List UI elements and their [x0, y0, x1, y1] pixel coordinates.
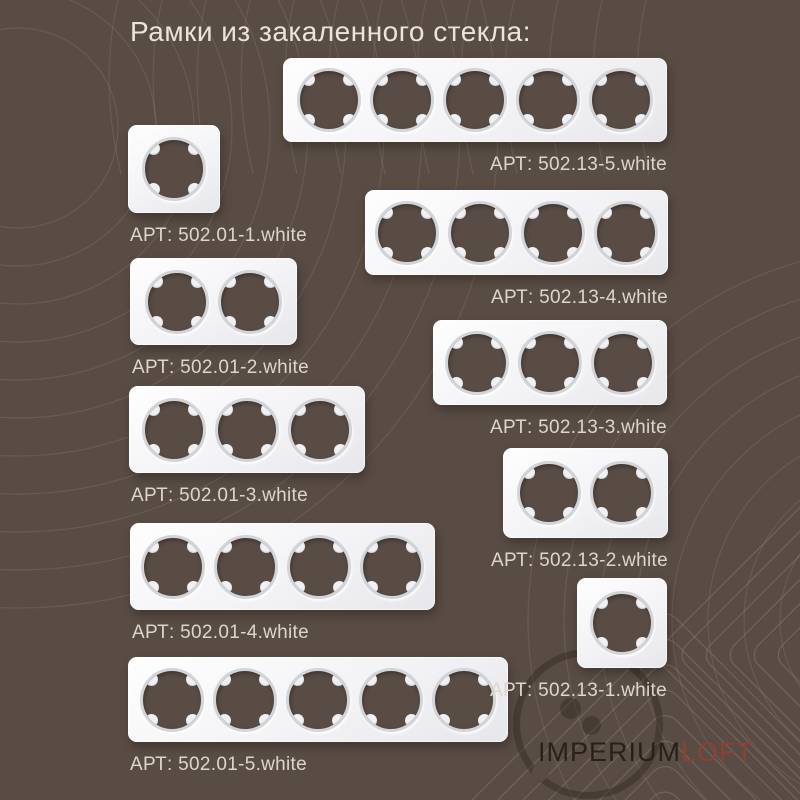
mount-tab — [260, 581, 273, 594]
mount-tab — [448, 114, 461, 127]
mount-tab — [567, 247, 580, 260]
mount-tab — [219, 581, 232, 594]
mount-tab — [522, 466, 535, 479]
mount-tab — [223, 275, 236, 288]
mount-tab — [259, 673, 272, 686]
mount-tab — [365, 581, 378, 594]
mount-tab — [594, 73, 607, 86]
socket-opening — [370, 68, 434, 132]
mount-tab — [150, 316, 163, 329]
mount-tab — [521, 114, 534, 127]
mount-tab — [343, 73, 356, 86]
mount-tab — [147, 142, 160, 155]
mount-tab — [187, 581, 200, 594]
mount-tab — [596, 336, 609, 349]
socket-opening — [359, 668, 423, 732]
article-label: АРТ: 502.13-5.white — [490, 154, 667, 175]
socket-opening — [445, 331, 509, 395]
mount-tab — [375, 114, 388, 127]
mount-tab — [563, 507, 576, 520]
mount-tab — [562, 73, 575, 86]
mount-tab — [421, 247, 434, 260]
mount-tab — [292, 581, 305, 594]
product-frame-4gang — [130, 523, 435, 610]
mount-tab — [595, 466, 608, 479]
socket-opening — [590, 461, 654, 525]
brand-logo-loft: LOFT — [681, 737, 755, 767]
mount-tab — [564, 336, 577, 349]
mount-tab — [302, 73, 315, 86]
mount-tab — [188, 444, 201, 457]
mount-tab — [150, 275, 163, 288]
socket-opening — [218, 270, 282, 334]
mount-tab — [264, 316, 277, 329]
article-label: АРТ: 502.13-1.white — [490, 680, 667, 701]
mount-tab — [448, 73, 461, 86]
mount-tab — [186, 714, 199, 727]
mount-tab — [375, 73, 388, 86]
socket-opening — [142, 398, 206, 462]
mount-tab — [291, 673, 304, 686]
article-label: АРТ: 502.01-4.white — [132, 622, 309, 643]
mount-tab — [261, 403, 274, 416]
socket-opening — [589, 68, 653, 132]
mount-tab — [450, 377, 463, 390]
mount-tab — [494, 206, 507, 219]
mount-tab — [599, 206, 612, 219]
mount-tab — [191, 316, 204, 329]
mount-tab — [147, 403, 160, 416]
mount-tab — [596, 377, 609, 390]
mount-tab — [220, 403, 233, 416]
mount-tab — [526, 206, 539, 219]
mount-tab — [364, 673, 377, 686]
mount-tab — [562, 114, 575, 127]
mount-tab — [218, 714, 231, 727]
mount-tab — [147, 444, 160, 457]
socket-opening — [517, 461, 581, 525]
mount-tab — [186, 673, 199, 686]
mount-tab — [145, 714, 158, 727]
mount-tab — [489, 114, 502, 127]
mount-tab — [191, 275, 204, 288]
mount-tab — [637, 336, 650, 349]
mount-tab — [334, 444, 347, 457]
product-frame-3gang — [129, 386, 365, 473]
mount-tab — [302, 114, 315, 127]
mount-tab — [406, 540, 419, 553]
watermark-pin-hole — [582, 716, 601, 735]
page-title: Рамки из закаленного стекла: — [130, 16, 532, 47]
mount-tab — [437, 714, 450, 727]
mount-tab — [220, 444, 233, 457]
mount-tab — [523, 336, 536, 349]
mount-tab — [636, 637, 649, 650]
article-label: АРТ: 502.01-1.white — [130, 225, 307, 246]
product-frame-3gang — [433, 320, 667, 405]
mount-tab — [453, 247, 466, 260]
mount-tab — [223, 316, 236, 329]
mount-tab — [491, 336, 504, 349]
socket-opening — [145, 270, 209, 334]
socket-opening — [518, 331, 582, 395]
mount-tab — [364, 714, 377, 727]
mount-tab — [146, 581, 159, 594]
article-label: АРТ: 502.13-4.white — [491, 287, 668, 308]
brand-logo-imperium: IMPERIUM — [538, 737, 681, 767]
socket-opening — [213, 668, 277, 732]
socket-opening — [594, 201, 658, 265]
mount-tab — [564, 377, 577, 390]
mount-tab — [405, 714, 418, 727]
mount-tab — [478, 714, 491, 727]
socket-opening — [360, 535, 424, 599]
socket-opening — [286, 668, 350, 732]
mount-tab — [293, 444, 306, 457]
mount-tab — [453, 206, 466, 219]
mount-tab — [636, 507, 649, 520]
mount-tab — [343, 114, 356, 127]
mount-tab — [421, 206, 434, 219]
mount-tab — [292, 540, 305, 553]
mount-tab — [489, 73, 502, 86]
mount-tab — [146, 540, 159, 553]
mount-tab — [563, 466, 576, 479]
mount-tab — [405, 673, 418, 686]
mount-tab — [416, 114, 429, 127]
mount-tab — [437, 673, 450, 686]
product-frame-4gang — [365, 190, 668, 275]
socket-opening — [590, 591, 654, 655]
product-frame-5gang — [128, 657, 508, 742]
mount-tab — [640, 247, 653, 260]
mount-tab — [636, 466, 649, 479]
socket-opening — [288, 398, 352, 462]
product-frame-5gang — [283, 58, 667, 142]
socket-opening — [287, 535, 351, 599]
mount-tab — [187, 540, 200, 553]
mount-tab — [218, 673, 231, 686]
mount-tab — [491, 377, 504, 390]
socket-opening — [215, 398, 279, 462]
mount-tab — [188, 403, 201, 416]
mount-tab — [332, 673, 345, 686]
mount-tab — [219, 540, 232, 553]
mount-tab — [595, 637, 608, 650]
mount-tab — [261, 444, 274, 457]
brand-logo — [538, 737, 754, 768]
product-frame-1gang — [577, 578, 667, 668]
mount-tab — [521, 73, 534, 86]
mount-tab — [406, 581, 419, 594]
mount-tab — [526, 247, 539, 260]
socket-watermark-icon — [513, 649, 663, 799]
socket-opening — [591, 331, 655, 395]
mount-tab — [595, 596, 608, 609]
mount-tab — [264, 275, 277, 288]
mount-tab — [188, 142, 201, 155]
mount-tab — [594, 114, 607, 127]
socket-opening — [214, 535, 278, 599]
mount-tab — [637, 377, 650, 390]
article-label: АРТ: 502.13-3.white — [490, 417, 667, 438]
socket-opening — [432, 668, 496, 732]
mount-tab — [188, 183, 201, 196]
socket-opening — [142, 137, 206, 201]
mount-tab — [145, 673, 158, 686]
mount-tab — [636, 596, 649, 609]
mount-tab — [332, 714, 345, 727]
mount-tab — [635, 114, 648, 127]
product-frame-2gang — [130, 258, 297, 345]
mount-tab — [259, 714, 272, 727]
mount-tab — [522, 507, 535, 520]
mount-tab — [380, 247, 393, 260]
mount-tab — [147, 183, 160, 196]
mount-tab — [293, 403, 306, 416]
socket-opening — [375, 201, 439, 265]
mount-tab — [416, 73, 429, 86]
mount-tab — [260, 540, 273, 553]
article-label: АРТ: 502.01-2.white — [132, 357, 309, 378]
mount-tab — [599, 247, 612, 260]
mount-tab — [380, 206, 393, 219]
mount-tab — [640, 206, 653, 219]
mount-tab — [334, 403, 347, 416]
socket-opening — [141, 535, 205, 599]
socket-opening — [448, 201, 512, 265]
article-label: АРТ: 502.01-5.white — [130, 754, 307, 775]
mount-tab — [333, 540, 346, 553]
mount-tab — [333, 581, 346, 594]
mount-tab — [523, 377, 536, 390]
socket-opening — [297, 68, 361, 132]
mount-tab — [567, 206, 580, 219]
product-frame-1gang — [128, 125, 220, 213]
socket-opening — [140, 668, 204, 732]
mount-tab — [450, 336, 463, 349]
mount-tab — [635, 73, 648, 86]
product-frame-2gang — [503, 448, 668, 538]
socket-opening — [521, 201, 585, 265]
article-label: АРТ: 502.01-3.white — [131, 485, 308, 506]
socket-opening — [443, 68, 507, 132]
socket-opening — [516, 68, 580, 132]
article-label: АРТ: 502.13-2.white — [491, 550, 668, 571]
mount-tab — [595, 507, 608, 520]
mount-tab — [291, 714, 304, 727]
mount-tab — [365, 540, 378, 553]
mount-tab — [494, 247, 507, 260]
